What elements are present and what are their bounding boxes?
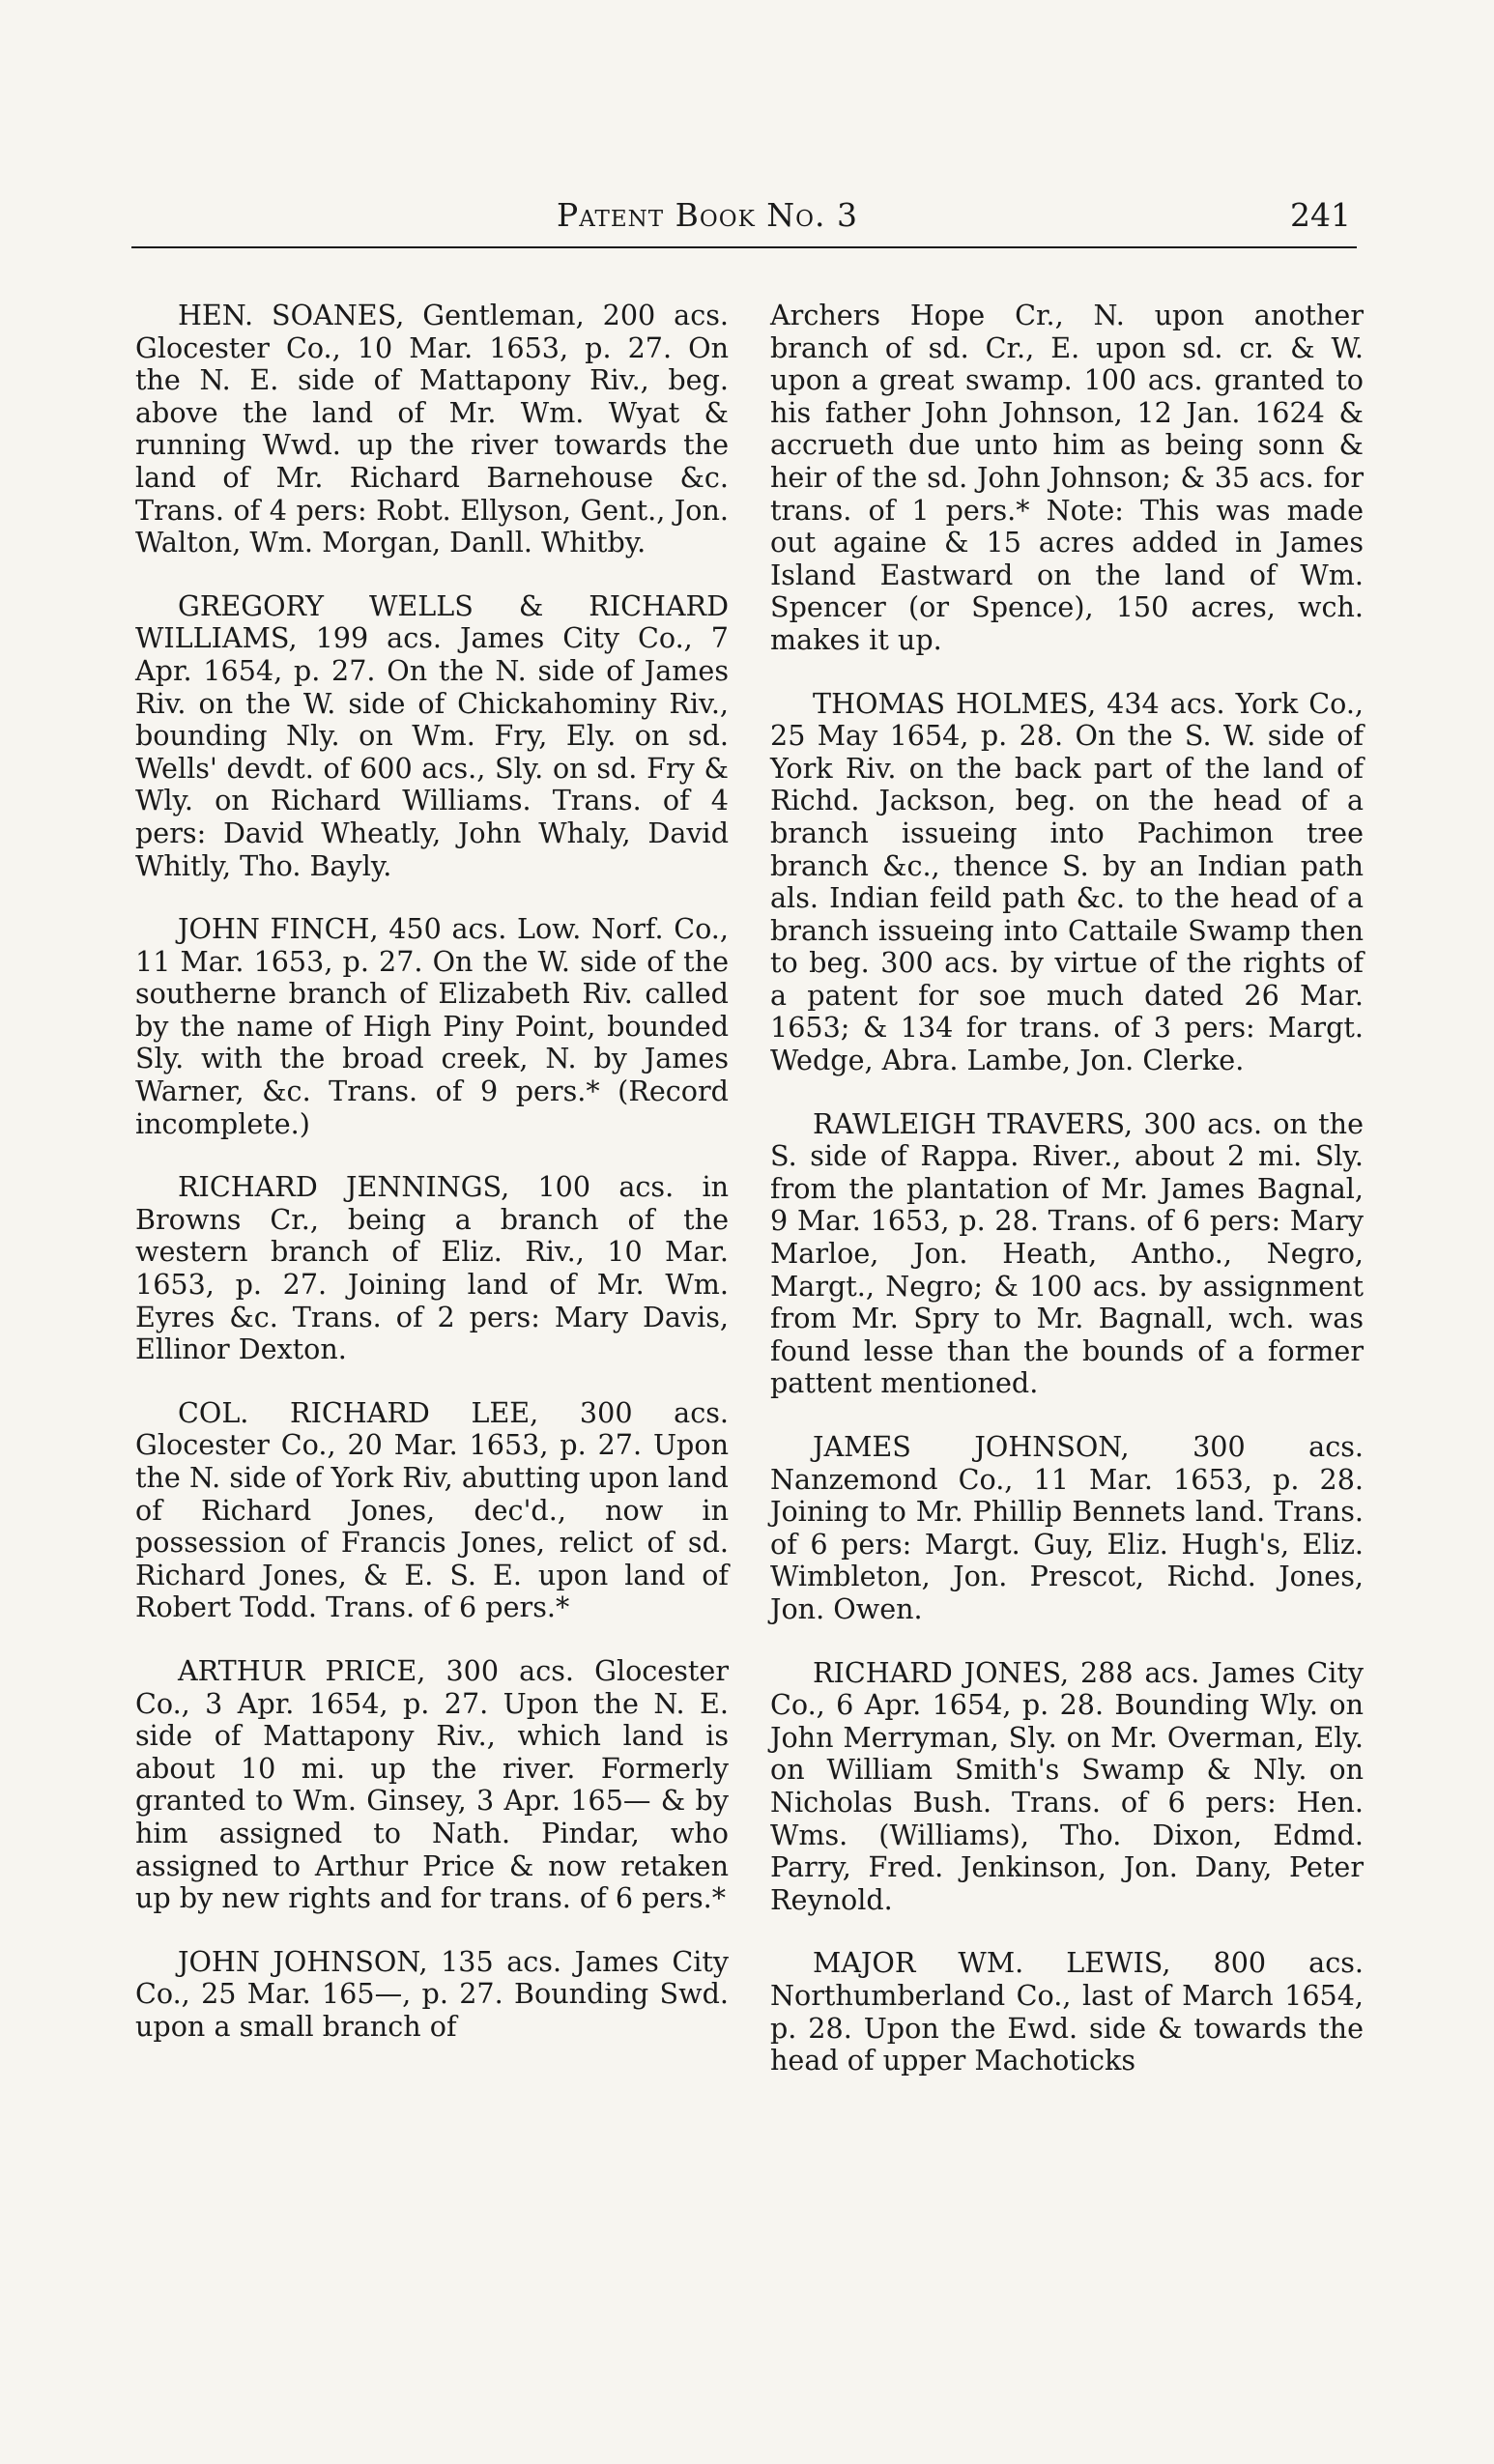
patent-entry-richard-jones: RICHARD JONES, 288 acs. James City Co., 6 Apr. 1654, p. 28. Bounding Wly. on John Merryman, Sly. on Mr. Overman, Ely. on William Smith's Swamp & Nly. on Nicholas Bush. Trans. of 6 pers: Hen. Wms. (Williams), Tho. Dixon, Edmd. Parry, Fred. Jenkinson, Jon. Dany, Peter Reynold. (770, 1655, 1364, 1916)
running-header (131, 196, 1357, 244)
patent-entry-john-johnson-continued: Archers Hope Cr., N. upon another branch of sd. Cr., E. upon sd. cr. & W. upon a great swamp. 100 acs. granted to his father John Johnson, 12 Jan. 1624 & accrueth due unto him as being sonn & heir of the sd. John Johnson; & 35 acs. for trans. of 1 pers.* Note: This was made out againe & 15 acres added in James Island Eastward on the land of Wm. Spencer (or Spence), 150 acres, wch. makes it up. (770, 299, 1364, 656)
running-title: Patent Book No. 3 (557, 196, 858, 234)
patent-entry-holmes: THOMAS HOLMES, 434 acs. York Co., 25 May 1654, p. 28. On the S. W. side of York Riv. on the back part of the land of Richd. Jackson, beg. on the head of a branch issueing into Pachimon tree branch &c., thence S. by an Indian path als. Indian feild path &c. to the head of a branch issueing into Cattaile Swamp then to beg. 300 acs. by virtue of the rights of a patent for soe much dated 26 Mar. 1653; & 134 for trans. of 3 pers: Margt. Wedge, Abra. Lambe, Jon. Clerke. (770, 686, 1364, 1077)
patent-entry-james-johnson: JAMES JOHNSON, 300 acs. Nanzemond Co., 11 Mar. 1653, p. 28. Joining to Mr. Phillip Bennets land. Trans. of 6 pers: Margt. Guy, Eliz. Hugh's, Eliz. Wimbleton, Jon. Prescot, Richd. Jones, Jon. Owen. (770, 1430, 1364, 1625)
patent-entry-soanes: HEN. SOANES, Gentleman, 200 acs. Glocester Co., 10 Mar. 1653, p. 27. On the N. E. side of Mattapony Riv., beg. above the land of Mr. Wm. Wyat & running Wwd. up the river towards the land of Mr. Richard Barnehouse &c. Trans. of 4 pers: Robt. Ellyson, Gent., Jon. Walton, Wm. Morgan, Danll. Whitby. (135, 299, 729, 559)
patent-entry-travers: RAWLEIGH TRAVERS, 300 acs. on the S. side of Rappa. River., about 2 mi. Sly. from the plantation of Mr. James Bagnal, 9 Mar. 1653, p. 28. Trans. of 6 pers: Mary Marloe, Jon. Heath, Antho., Negro, Margt., Negro; & 100 acs. by assignment from Mr. Spry to Mr. Bagnall, wch. was found lesse than the bounds of a former pattent mentioned. (770, 1106, 1364, 1400)
patent-entry-john-johnson: JOHN JOHNSON, 135 acs. James City Co., 25 Mar. 165—, p. 27. Bounding Swd. upon a small branch of (135, 1944, 729, 2043)
header-rule (131, 246, 1357, 248)
patent-entry-jennings: RICHARD JENNINGS, 100 acs. in Browns Cr., being a branch of the western branch of Eliz. Riv., 10 Mar. 1653, p. 27. Joining land of Mr. Wm. Eyres &c. Trans. of 2 pers: Mary Davis, Ellinor Dexton. (135, 1170, 729, 1366)
page-number: 241 (1290, 196, 1351, 234)
right-column (770, 300, 1364, 2077)
patent-entry-lewis: MAJOR WM. LEWIS, 800 acs. Northumberland Co., last of March 1654, p. 28. Upon the Ewd. side & towards the head of upper Machoticks (770, 1946, 1364, 2077)
patent-entry-finch: JOHN FINCH, 450 acs. Low. Norf. Co., 11 Mar. 1653, p. 27. On the W. side of the southerne branch of Elizabeth Riv. called by the name of High Piny Point, bounded Sly. with the broad creek, N. by James Warner, &c. Trans. of 9 pers.* (Record incomplete.) (135, 912, 729, 1140)
patent-entry-price: ARTHUR PRICE, 300 acs. Glocester Co., 3 Apr. 1654, p. 27. Upon the N. E. side of Mattapony Riv., which land is about 10 mi. up the river. Formerly granted to Wm. Ginsey, 3 Apr. 165— & by him assigned to Nath. Pindar, who assigned to Arthur Price & now retaken up by new rights and for trans. of 6 pers.* (135, 1653, 729, 1915)
left-column (135, 300, 729, 2044)
patent-entry-wells-williams: GREGORY WELLS & RICHARD WILLIAMS, 199 acs. James City Co., 7 Apr. 1654, p. 27. On the N. side of James Riv. on the W. side of Chickahominy Riv., bounding Nly. on Wm. Fry, Ely. on sd. Wells' devdt. of 600 acs., Sly. on sd. Fry & Wly. on Richard Williams. Trans. of 4 pers: David Wheatly, John Whaly, David Whitly, Tho. Bayly. (135, 588, 729, 882)
patent-entry-lee: COL. RICHARD LEE, 300 acs. Glocester Co., 20 Mar. 1653, p. 27. Upon the N. side of York Riv, abutting upon land of Richard Jones, dec'd., now in possession of Francis Jones, relict of sd. Richard Jones, & E. S. E. upon land of Robert Todd. Trans. of 6 pers.* (135, 1395, 729, 1624)
